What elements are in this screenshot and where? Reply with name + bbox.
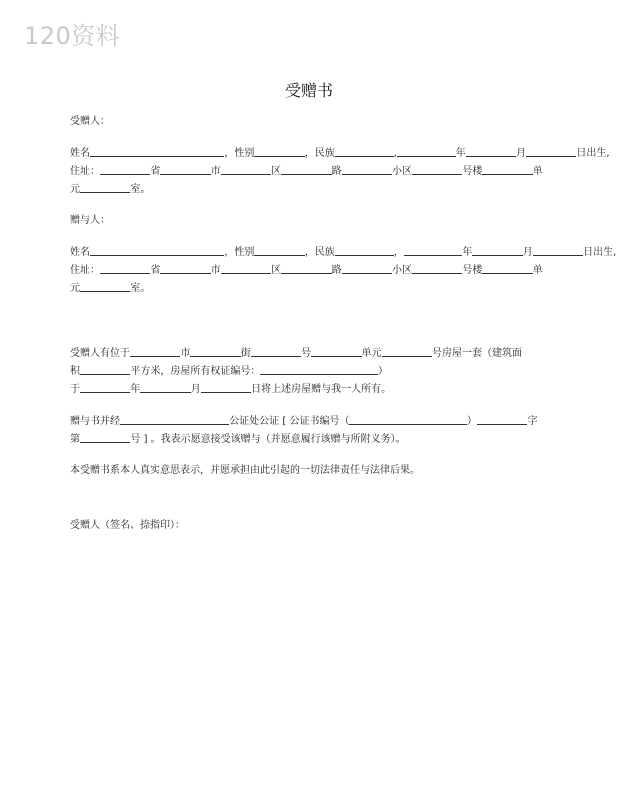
form-text: 元 bbox=[70, 184, 80, 195]
form-text: ， bbox=[393, 247, 404, 258]
form-text: 日出生, bbox=[583, 247, 617, 258]
fill-in-blank bbox=[80, 279, 130, 292]
notary-line bbox=[70, 412, 550, 430]
form-text: 第 bbox=[70, 434, 80, 445]
fill-in-blank bbox=[190, 344, 240, 357]
donor-address-line-end bbox=[70, 279, 550, 297]
fill-in-blank bbox=[526, 144, 576, 157]
form-text: 单元 bbox=[361, 348, 382, 359]
fill-in-blank bbox=[80, 380, 130, 393]
form-text: 日出生, bbox=[576, 148, 610, 159]
property-date-line bbox=[70, 380, 550, 398]
form-text: 单 bbox=[532, 166, 543, 177]
fill-in-blank bbox=[90, 144, 224, 157]
form-text: 元 bbox=[70, 283, 80, 294]
donor-address-line bbox=[70, 261, 550, 279]
document-body bbox=[70, 113, 617, 534]
form-text: 年 bbox=[462, 247, 473, 258]
form-text: 区 bbox=[271, 166, 282, 177]
fill-in-blank bbox=[221, 162, 271, 175]
form-text: , bbox=[393, 148, 397, 159]
form-text: 月 bbox=[515, 148, 526, 159]
fill-in-blank bbox=[412, 162, 462, 175]
form-text: 平方米，房屋所有权证编号： bbox=[130, 366, 261, 377]
form-text: 积 bbox=[70, 366, 80, 377]
fill-in-blank bbox=[260, 362, 378, 375]
fill-in-blank bbox=[90, 243, 224, 256]
document-title: 受赠书 bbox=[284, 81, 333, 100]
form-text: ） bbox=[377, 366, 388, 377]
form-text: 小区 bbox=[391, 265, 412, 276]
form-text: 市 bbox=[210, 265, 221, 276]
signature-label: 受赠人（签名、捺指印）： bbox=[70, 520, 185, 531]
fill-in-blank bbox=[472, 243, 522, 256]
property-area-line bbox=[70, 362, 550, 380]
form-text: 月 bbox=[190, 384, 201, 395]
form-text: 省 bbox=[150, 166, 161, 177]
fill-in-blank bbox=[397, 144, 456, 157]
recipient-address-line bbox=[70, 162, 550, 180]
fill-in-blank bbox=[404, 243, 463, 256]
fill-in-blank bbox=[251, 344, 301, 357]
fill-in-blank bbox=[482, 261, 532, 274]
form-text: 赠与书并经 bbox=[70, 416, 120, 427]
form-text: ，性别 bbox=[224, 148, 255, 159]
property-location-line bbox=[70, 344, 550, 362]
form-text: 日将上述房屋赠与我一人所有。 bbox=[251, 384, 392, 395]
form-text: 于 bbox=[70, 384, 80, 395]
form-text: 路 bbox=[331, 265, 342, 276]
form-text: ，民族 bbox=[304, 148, 335, 159]
fill-in-blank bbox=[80, 180, 130, 193]
fill-in-blank bbox=[80, 362, 130, 375]
form-text: 姓名 bbox=[70, 148, 90, 159]
watermark-logo: 120资料 bbox=[24, 22, 121, 50]
fill-in-blank bbox=[160, 162, 210, 175]
fill-in-blank bbox=[482, 162, 532, 175]
form-text: 受赠人有位于 bbox=[70, 348, 130, 359]
fill-in-blank bbox=[130, 344, 180, 357]
fill-in-blank bbox=[221, 261, 271, 274]
fill-in-blank bbox=[533, 243, 583, 256]
notary-acceptance-line bbox=[70, 430, 550, 448]
form-text: 住址： bbox=[70, 166, 100, 177]
form-text: 姓名 bbox=[70, 247, 90, 258]
form-text: ，民族 bbox=[304, 247, 335, 258]
recipient-address-line-end bbox=[70, 180, 550, 198]
fill-in-blank bbox=[342, 162, 392, 175]
form-text: 号 ] 。我表示愿意接受该赠与（并愿意履行该赠与所附义务）。 bbox=[130, 434, 406, 445]
form-text: 市 bbox=[210, 166, 221, 177]
form-text: 室。 bbox=[130, 184, 151, 195]
recipient-heading: 受赠人： bbox=[70, 116, 110, 127]
form-text: 街 bbox=[240, 348, 251, 359]
form-text: 住址： bbox=[70, 265, 100, 276]
fill-in-blank bbox=[120, 412, 229, 425]
fill-in-blank bbox=[311, 344, 361, 357]
form-text: 路 bbox=[331, 166, 342, 177]
form-text: ） bbox=[467, 416, 478, 427]
fill-in-blank bbox=[349, 412, 467, 425]
form-text: 市 bbox=[180, 348, 191, 359]
form-text: 号楼 bbox=[462, 166, 483, 177]
form-text: 号 bbox=[301, 348, 312, 359]
fill-in-blank bbox=[477, 412, 527, 425]
fill-in-blank bbox=[466, 144, 516, 157]
fill-in-blank bbox=[281, 261, 331, 274]
fill-in-blank bbox=[201, 380, 251, 393]
fill-in-blank bbox=[254, 144, 304, 157]
form-text: 年 bbox=[130, 384, 141, 395]
fill-in-blank bbox=[100, 162, 150, 175]
form-text: 月 bbox=[522, 247, 533, 258]
fill-in-blank bbox=[335, 144, 394, 157]
fill-in-blank bbox=[342, 261, 392, 274]
form-text: 年 bbox=[455, 148, 466, 159]
fill-in-blank bbox=[140, 380, 190, 393]
form-text: 区 bbox=[271, 265, 282, 276]
form-text: 单 bbox=[532, 265, 543, 276]
donor-heading: 赠与人： bbox=[70, 215, 110, 226]
form-text: 省 bbox=[150, 265, 161, 276]
statement-text: 本受赠书系本人真实意思表示，并愿承担由此引起的一切法律责任与法律后果。 bbox=[70, 465, 420, 476]
fill-in-blank bbox=[412, 261, 462, 274]
donor-name-line bbox=[70, 243, 617, 261]
form-text: 号房屋一套（建筑面 bbox=[431, 348, 522, 359]
fill-in-blank bbox=[335, 243, 394, 256]
form-text: 小区 bbox=[391, 166, 412, 177]
form-text: 号楼 bbox=[462, 265, 483, 276]
recipient-name-line bbox=[70, 144, 610, 162]
fill-in-blank bbox=[100, 261, 150, 274]
form-text: 字 bbox=[527, 416, 538, 427]
fill-in-blank bbox=[281, 162, 331, 175]
fill-in-blank bbox=[80, 430, 130, 443]
form-text: ，性别 bbox=[224, 247, 255, 258]
fill-in-blank bbox=[382, 344, 432, 357]
form-text: 公证处公证 [ 公证书编号（ bbox=[229, 416, 350, 427]
form-text: 室。 bbox=[130, 283, 151, 294]
fill-in-blank bbox=[254, 243, 304, 256]
fill-in-blank bbox=[160, 261, 210, 274]
